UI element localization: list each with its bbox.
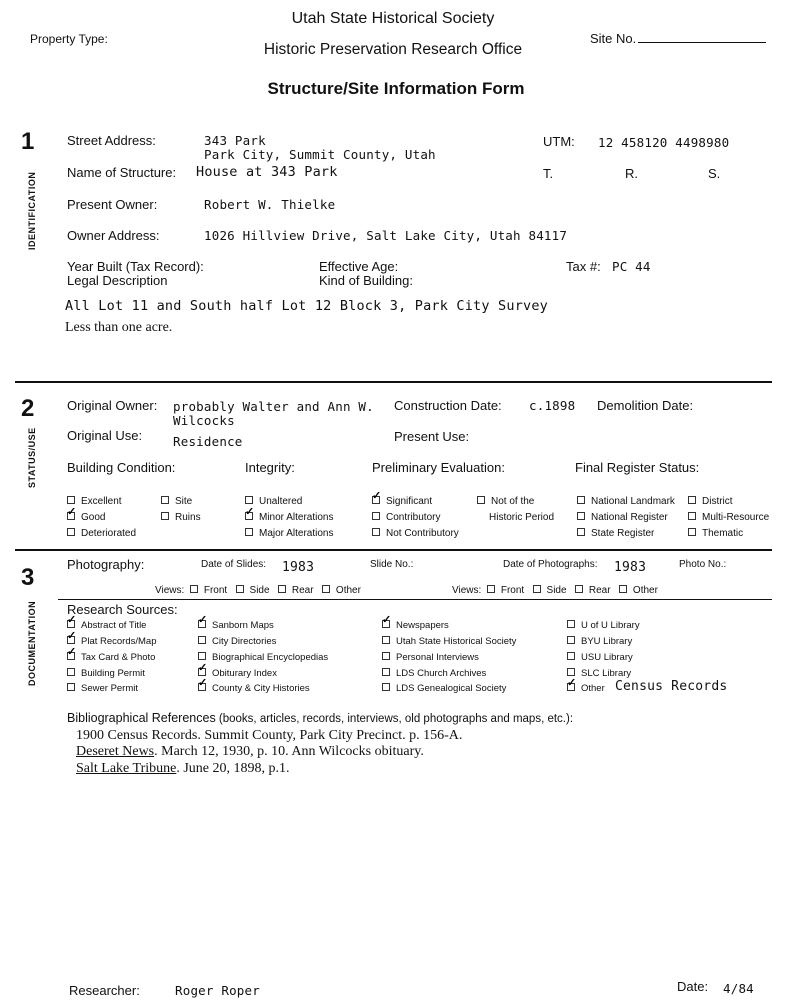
checkbox-icon <box>382 636 390 644</box>
checked-checkbox-icon <box>382 620 390 628</box>
rs-obituary[interactable]: ✓Obiturary Index <box>198 668 277 679</box>
checked-checkbox-icon <box>67 620 75 628</box>
checkbox-icon <box>382 683 390 691</box>
office-name: Historic Preservation Research Office <box>263 41 523 58</box>
fin-national-landmark[interactable]: National Landmark <box>577 496 675 507</box>
tax-number-label: Tax #: <box>566 259 601 274</box>
slide-views <box>155 585 361 596</box>
present-use-label: Present Use: <box>394 429 470 444</box>
org-name: Utah State Historical Society <box>291 10 495 27</box>
slide-view-side[interactable]: Side <box>236 585 270 596</box>
views-label: Views: <box>452 585 482 596</box>
date-of-photographs-label: Date of Photographs: <box>503 559 598 570</box>
checkbox-icon <box>577 512 585 520</box>
range-label: R. <box>625 166 638 181</box>
construction-date-value: c.1898 <box>529 398 576 413</box>
rs-sewer[interactable]: Sewer Permit <box>67 683 138 694</box>
researcher-value: Roger Roper <box>175 983 260 998</box>
rs-plat[interactable]: ✓Plat Records/Map <box>67 636 157 647</box>
checkbox-icon <box>567 636 575 644</box>
checkbox-icon <box>67 528 75 536</box>
photo-view-side[interactable]: Side <box>533 585 567 596</box>
date-of-slides-label: Date of Slides: <box>201 559 267 570</box>
fin-district[interactable]: District <box>688 496 733 507</box>
street-address-line1: 343 Park <box>204 133 266 148</box>
pre-not-historic[interactable]: Not of the <box>477 496 534 507</box>
checkbox-icon <box>567 652 575 660</box>
township-label: T. <box>543 166 554 181</box>
photo-view-front[interactable]: Front <box>487 585 524 596</box>
slide-view-rear[interactable]: Rear <box>278 585 314 596</box>
rs-lds-genealogical[interactable]: LDS Genealogical Society <box>382 683 506 694</box>
legal-description-label: Legal Description <box>67 273 168 288</box>
checkbox-icon <box>575 585 583 593</box>
checked-checkbox-icon <box>372 496 380 504</box>
research-sources-label: Research Sources: <box>67 602 178 617</box>
biblio-entry-2: Deseret News. March 12, 1930, p. 10. Ann Wilcocks obituary. <box>76 744 424 759</box>
name-of-structure-label: Name of Structure: <box>67 165 177 180</box>
checked-checkbox-icon <box>198 668 206 676</box>
checkbox-icon <box>198 652 206 660</box>
cond-excellent[interactable]: Excellent <box>67 496 122 507</box>
checkbox-icon <box>567 668 575 676</box>
rs-interviews[interactable]: Personal Interviews <box>382 652 479 663</box>
checkbox-icon <box>67 668 75 676</box>
rs-uofu[interactable]: U of U Library <box>567 620 640 631</box>
date-of-photographs-value: 1983 <box>614 560 647 575</box>
checkbox-icon <box>236 585 244 593</box>
checked-checkbox-icon <box>67 636 75 644</box>
demolition-date-label: Demolition Date: <box>597 398 694 413</box>
rs-biographical[interactable]: Biographical Encyclopedias <box>198 652 328 663</box>
name-of-structure-value: House at 343 Park <box>196 164 338 180</box>
effective-age-label: Effective Age: <box>319 259 399 274</box>
section-1-label: IDENTIFICATION <box>27 171 37 250</box>
street-address-line2: Park City, Summit County, Utah <box>204 147 436 162</box>
cond-ruins[interactable]: Ruins <box>161 512 201 523</box>
fin-national-register[interactable]: National Register <box>577 512 668 523</box>
form-title: Structure/Site Information Form <box>267 79 525 98</box>
checkbox-icon <box>487 585 495 593</box>
rs-newspapers[interactable]: ✓Newspapers <box>382 620 449 631</box>
checked-checkbox-icon <box>67 512 75 520</box>
cond-good[interactable]: ✓Good <box>67 512 105 523</box>
researcher-label: Researcher: <box>69 983 140 998</box>
checkbox-icon <box>278 585 286 593</box>
slide-view-other[interactable]: Other <box>322 585 361 596</box>
year-built-label: Year Built (Tax Record): <box>67 259 204 274</box>
rs-tax[interactable]: ✓Tax Card & Photo <box>67 652 155 663</box>
checkbox-icon <box>577 528 585 536</box>
photo-view-rear[interactable]: Rear <box>575 585 611 596</box>
pre-not-contributory[interactable]: Not Contributory <box>372 528 459 539</box>
checked-checkbox-icon <box>67 652 75 660</box>
bibliographical-references-label: Bibliographical References (books, articles, records, interviews, old photographs and maps, etc.): <box>67 711 574 725</box>
section-divider-1 <box>15 381 772 383</box>
slide-no-label: Slide No.: <box>370 559 414 570</box>
int-minor-alterations[interactable]: ✓Minor Alterations <box>245 512 333 523</box>
legal-description-line2: Less than one acre. <box>65 320 173 335</box>
photo-views <box>452 585 658 596</box>
checked-checkbox-icon <box>198 620 206 628</box>
biblio-entry-3: Salt Lake Tribune. June 20, 1898, p.1. <box>76 761 290 776</box>
checkbox-icon <box>382 652 390 660</box>
utm-label: UTM: <box>543 134 575 149</box>
integrity-label: Integrity: <box>245 460 295 475</box>
preliminary-evaluation-label: Preliminary Evaluation: <box>372 460 505 475</box>
rs-usu[interactable]: USU Library <box>567 652 633 663</box>
section-3-label: DOCUMENTATION <box>27 600 37 686</box>
slide-view-front[interactable]: Front <box>190 585 227 596</box>
rs-slc[interactable]: SLC Library <box>567 668 631 679</box>
original-use-value: Residence <box>173 434 243 449</box>
int-unaltered[interactable]: Unaltered <box>245 496 302 507</box>
tax-number-value: PC 44 <box>612 259 651 274</box>
checkbox-icon <box>577 496 585 504</box>
utm-value: 12 458120 4498980 <box>598 135 730 150</box>
checkbox-icon <box>619 585 627 593</box>
checkbox-icon <box>245 528 253 536</box>
owner-address-value: 1026 Hillview Drive, Salt Lake City, Utah 84117 <box>204 228 568 243</box>
rs-other-value: Census Records <box>615 679 728 694</box>
pre-significant[interactable]: ✓Significant <box>372 496 432 507</box>
final-register-status-label: Final Register Status: <box>575 460 700 475</box>
fin-state-register[interactable]: State Register <box>577 528 654 539</box>
original-use-label: Original Use: <box>67 428 143 443</box>
checkbox-icon <box>67 496 75 504</box>
checkbox-icon <box>533 585 541 593</box>
site-no-label: Site No. <box>590 31 637 46</box>
rs-abstract[interactable]: ✓Abstract of Title <box>67 620 146 631</box>
checkbox-icon <box>190 585 198 593</box>
photography-divider <box>58 599 772 600</box>
date-value: 4/84 <box>723 981 754 996</box>
date-label: Date: <box>677 979 709 994</box>
checkbox-icon <box>322 585 330 593</box>
views-label: Views: <box>155 585 185 596</box>
checked-checkbox-icon <box>198 683 206 691</box>
biblio-entry-1: 1900 Census Records. Summit County, Park City Precinct. p. 156-A. <box>76 728 463 743</box>
checkbox-icon <box>567 620 575 628</box>
present-owner-label: Present Owner: <box>67 197 158 212</box>
building-condition-label: Building Condition: <box>67 460 176 475</box>
property-type-label: Property Type: <box>30 32 108 46</box>
checkbox-icon <box>382 668 390 676</box>
section-label: S. <box>708 166 721 181</box>
checkbox-icon <box>161 496 169 504</box>
kind-of-building-label: Kind of Building: <box>319 273 413 288</box>
fin-thematic[interactable]: Thematic <box>688 528 743 539</box>
checkbox-icon <box>372 528 380 536</box>
rs-county-city[interactable]: ✓County & City Histories <box>198 683 310 694</box>
original-owner-line2: Wilcocks <box>173 413 235 428</box>
cond-site[interactable]: Site <box>161 496 192 507</box>
present-owner-value: Robert W. Thielke <box>204 197 336 212</box>
checkbox-icon <box>161 512 169 520</box>
section-divider-2 <box>15 549 772 551</box>
site-no-field[interactable] <box>638 42 766 43</box>
checkbox-icon <box>67 683 75 691</box>
checkbox-icon <box>198 636 206 644</box>
photo-no-label: Photo No.: <box>679 559 727 570</box>
section-1-number: 1 <box>21 128 35 155</box>
original-owner-label: Original Owner: <box>67 398 158 413</box>
rs-other[interactable]: ✓Other <box>567 683 605 694</box>
owner-address-label: Owner Address: <box>67 228 160 243</box>
pre-historic-period-label: Historic Period <box>489 512 555 523</box>
photography-label: Photography: <box>67 557 145 572</box>
street-address-label: Street Address: <box>67 133 156 148</box>
checked-checkbox-icon <box>567 683 575 691</box>
section-2-label: STATUS/USE <box>27 427 37 488</box>
bibliographical-references-note: (books, articles, records, interviews, old photographs and maps, etc.): <box>218 713 574 725</box>
rs-sanborn[interactable]: ✓Sanborn Maps <box>198 620 274 631</box>
rs-building[interactable]: Building Permit <box>67 668 145 679</box>
pre-contributory[interactable]: Contributory <box>372 512 440 523</box>
rs-ushs[interactable]: Utah State Historical Society <box>382 636 516 647</box>
legal-description-line1: All Lot 11 and South half Lot 12 Block 3, Park City Survey <box>65 298 549 314</box>
checkbox-icon <box>245 496 253 504</box>
checkbox-icon <box>477 496 485 504</box>
section-3-number: 3 <box>21 564 35 591</box>
checkbox-icon <box>688 512 696 520</box>
construction-date-label: Construction Date: <box>394 398 502 413</box>
date-of-slides-value: 1983 <box>282 560 315 575</box>
checkbox-icon <box>688 528 696 536</box>
original-owner-line1: probably Walter and Ann W. <box>173 399 374 414</box>
rs-lds-church[interactable]: LDS Church Archives <box>382 668 486 679</box>
checkbox-icon <box>372 512 380 520</box>
section-2-number: 2 <box>21 395 35 422</box>
rs-byu[interactable]: BYU Library <box>567 636 632 647</box>
photo-view-other[interactable]: Other <box>619 585 658 596</box>
cond-deteriorated[interactable]: Deteriorated <box>67 528 136 539</box>
int-major-alterations[interactable]: Major Alterations <box>245 528 333 539</box>
checked-checkbox-icon <box>245 512 253 520</box>
rs-city-directories[interactable]: City Directories <box>198 636 276 647</box>
checkbox-icon <box>688 496 696 504</box>
fin-multi-resource[interactable]: Multi-Resource <box>688 512 769 523</box>
